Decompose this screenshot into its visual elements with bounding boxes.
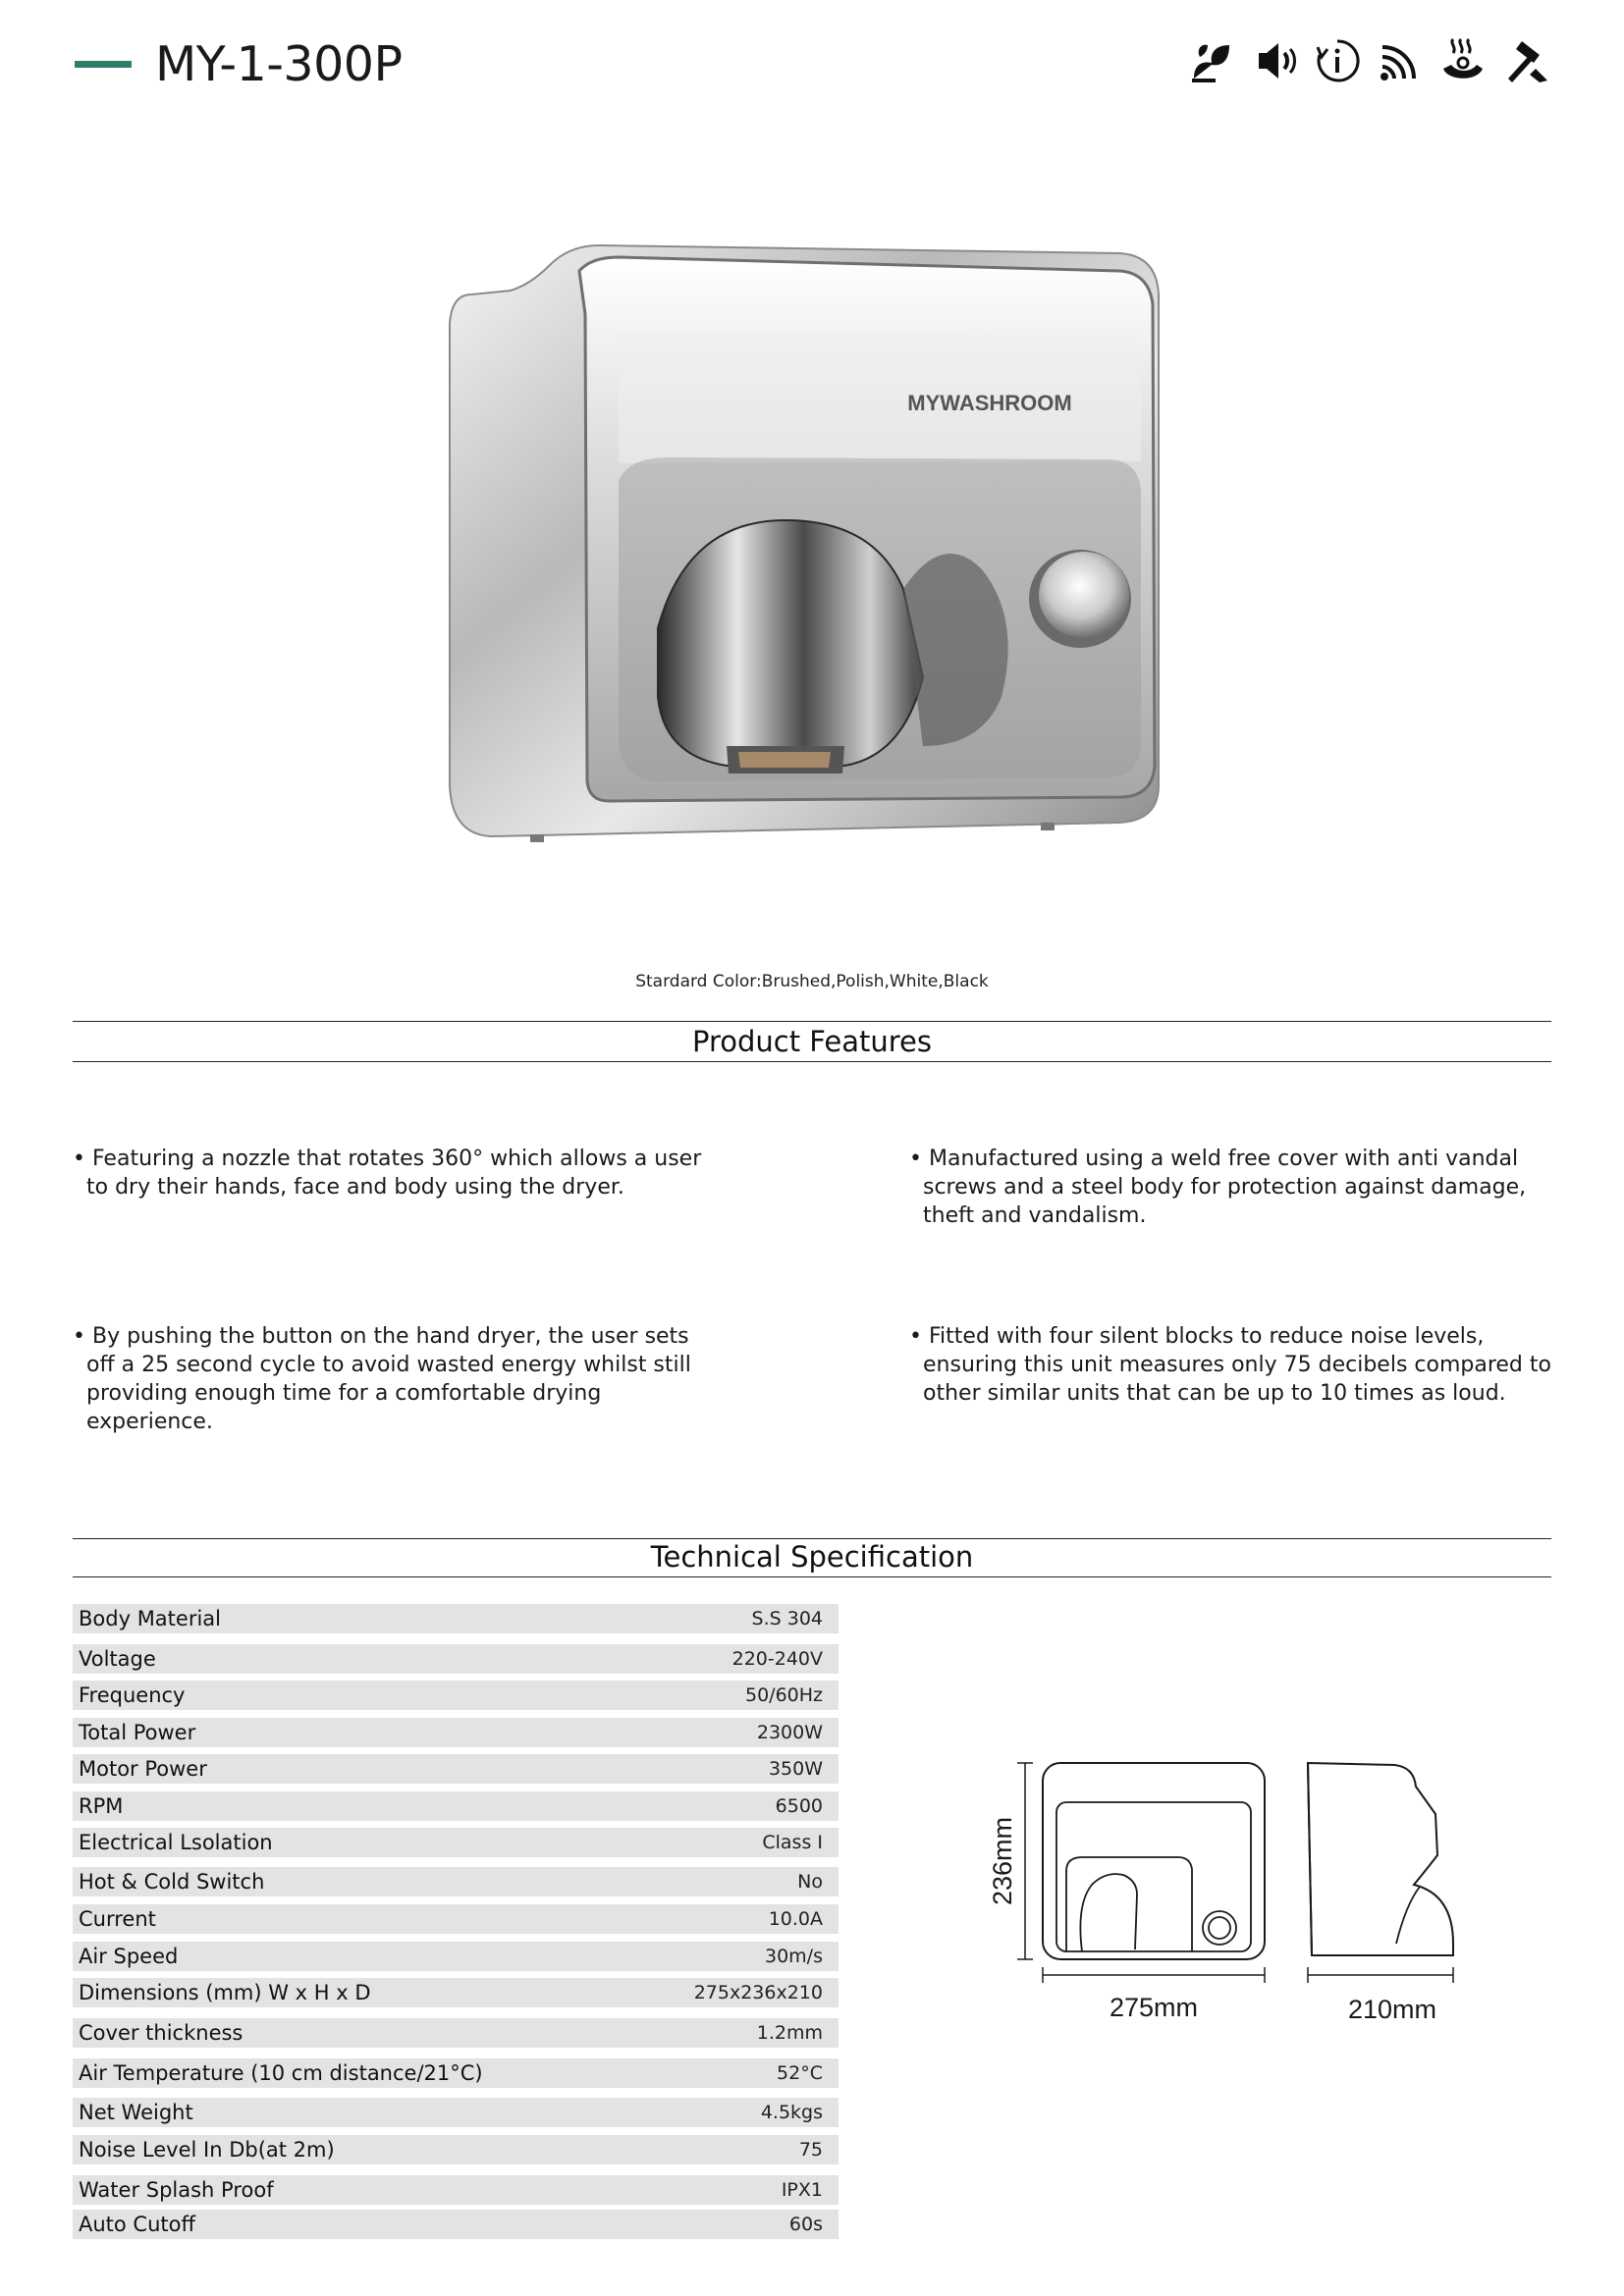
width-dimension-label: 275mm	[1109, 1993, 1199, 2022]
spec-value: 4.5kgs	[760, 2102, 823, 2123]
table-row	[73, 1828, 839, 1857]
spec-label: Water Splash Proof	[79, 2178, 274, 2202]
spec-label: Cover thickness	[79, 2021, 244, 2045]
spec-value: Class I	[762, 1832, 823, 1853]
page-title: MY-1-300P	[155, 36, 403, 92]
spec-value: 50/60Hz	[744, 1684, 823, 1706]
volume-icon	[1249, 35, 1300, 86]
spec-value: 10.0A	[768, 1908, 823, 1930]
hot-air-hands-icon	[1437, 35, 1489, 86]
spec-value: 1.2mm	[756, 2022, 823, 2044]
feature-item: • Manufactured using a weld free cover with anti vandal screws and a steel body for protection against damage, theft and vandalism.	[909, 1147, 1527, 1228]
eco-plant-icon	[1186, 35, 1237, 86]
table-row	[73, 2098, 839, 2127]
spec-value: 75	[798, 2139, 823, 2161]
spec-value: 2300W	[756, 1722, 823, 1743]
spec-label: Dimensions (mm) W x H x D	[79, 1981, 371, 2004]
spec-value: 6500	[775, 1795, 823, 1817]
feature-item: • Featuring a nozzle that rotates 360° which allows a user to dry their hands, face and body using the dryer.	[73, 1147, 702, 1200]
table-row	[73, 2058, 839, 2088]
table-row	[73, 2018, 839, 2048]
spec-label: Total Power	[79, 1721, 196, 1744]
spec-value: S.S 304	[751, 1608, 823, 1629]
depth-dimension-label: 210mm	[1347, 1995, 1437, 2024]
height-dimension-label: 236mm	[988, 1816, 1017, 1906]
spec-label: Noise Level In Db(at 2m)	[79, 2138, 335, 2162]
spec-label: RPM	[79, 1794, 124, 1818]
spec-label: Electrical Lsolation	[79, 1831, 273, 1854]
spec-label: Net Weight	[79, 2101, 193, 2124]
brand-logo: MYWASHROOM	[907, 391, 1072, 415]
feature-item: • Fitted with four silent blocks to reduce noise levels, ensuring this unit measures only 75 decibels compared to other similar units that can be up to 10 times as loud.	[909, 1324, 1551, 1406]
spec-label: Auto Cutoff	[79, 2213, 195, 2236]
table-row	[73, 1791, 839, 1821]
spec-rule-bottom	[73, 1576, 1551, 1577]
feature-text: By pushing the button on the hand dryer, the user sets off a 25 second cycle to avoid wasted energy whilst still providing enough time for a comfortable drying experience.	[86, 1324, 691, 1434]
table-row	[73, 1718, 839, 1747]
table-row	[73, 1867, 839, 1896]
spec-value: 30m/s	[765, 1946, 823, 1967]
timer-icon	[1312, 35, 1363, 86]
table-row	[73, 1644, 839, 1674]
spec-label: Motor Power	[79, 1757, 207, 1781]
features-title: Product Features	[691, 1025, 933, 1058]
spec-value: No	[797, 1871, 823, 1893]
spec-value: 220-240V	[731, 1648, 823, 1670]
table-row	[73, 2210, 839, 2239]
spec-label: Body Material	[79, 1607, 222, 1630]
dimension-diagram	[962, 1747, 1512, 2042]
feature-text: Fitted with four silent blocks to reduce noise levels, ensuring this unit measures only 75 decibels compared to other similar units that can be up to 10 times as loud.	[923, 1324, 1551, 1406]
table-row	[73, 2135, 839, 2164]
title-accent-bar	[75, 61, 132, 68]
spec-value: 275x236x210	[693, 1982, 823, 2003]
sensor-waves-icon	[1375, 35, 1426, 86]
spec-rule-top	[73, 1538, 1551, 1539]
spec-label: Frequency	[79, 1683, 186, 1707]
feature-text: Featuring a nozzle that rotates 360° which allows a user to dry their hands, face and body using the dryer.	[86, 1147, 702, 1200]
features-rule-top	[73, 1021, 1551, 1022]
spec-value: 350W	[768, 1758, 823, 1780]
standard-color-caption: Stardard Color:Brushed,Polish,White,Black	[635, 972, 989, 991]
anti-vandal-hammer-icon	[1500, 35, 1551, 86]
spec-label: Voltage	[79, 1647, 156, 1671]
table-row	[73, 1681, 839, 1710]
table-row	[73, 1604, 839, 1633]
spec-label: Hot & Cold Switch	[79, 1870, 265, 1894]
spec-title: Technical Specification	[650, 1540, 974, 1574]
spec-label: Air Temperature (10 cm distance/21°C)	[79, 2061, 483, 2085]
hand-dryer-product-image	[432, 236, 1178, 844]
features-rule-bottom	[73, 1061, 1551, 1062]
table-row	[73, 1978, 839, 2007]
table-row	[73, 1942, 839, 1971]
spec-value: 52°C	[777, 2062, 823, 2084]
spec-value: 60s	[788, 2214, 823, 2235]
table-row	[73, 1754, 839, 1784]
table-row	[73, 1904, 839, 1934]
spec-value: IPX1	[781, 2179, 823, 2201]
spec-label: Current	[79, 1907, 156, 1931]
spec-label: Air Speed	[79, 1945, 179, 1968]
feature-item: • By pushing the button on the hand dryer, the user sets off a 25 second cycle to avoid wasted energy whilst still providing enough time for a comfortable drying experience.	[73, 1324, 691, 1434]
feature-text: Manufactured using a weld free cover with anti vandal screws and a steel body for protection against damage, theft and vandalism.	[923, 1147, 1527, 1228]
table-row	[73, 2175, 839, 2205]
feature-icons	[1186, 35, 1551, 86]
